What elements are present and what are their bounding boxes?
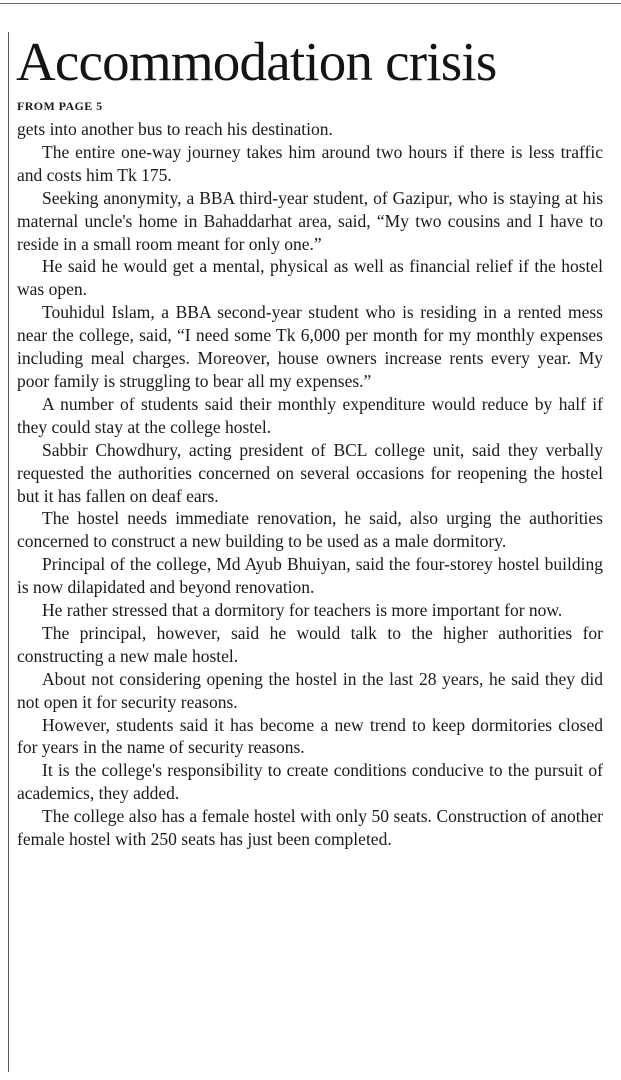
jump-label: FROM PAGE 5: [17, 99, 103, 113]
headline: Accommodation crisis: [16, 31, 497, 92]
paragraph: However, students said it has become a new trend to keep dormitories closed for years in the name of security reasons.: [17, 714, 603, 758]
paragraph: Principal of the college, Md Ayub Bhuiyan, said the four-storey hostel building is now dilapidated and beyond renovation.: [17, 554, 603, 598]
top-rule: [0, 3, 621, 4]
paragraph: Sabbir Chowdhury, acting president of BCL college unit, said they verbally requested the authorities concerned on several occasions for reopening the hostel but it has fallen on deaf ears.: [17, 439, 603, 506]
paragraph: The principal, however, said he would talk to the higher authorities for constructing a new male hostel.: [17, 622, 603, 666]
paragraph: The entire one-way journey takes him around two hours if there is less traffic and costs him Tk 175.: [17, 141, 603, 185]
paragraph: gets into another bus to reach his destination.: [17, 119, 333, 139]
paragraph: It is the college's responsibility to create conditions conducive to the pursuit of academics, they added.: [17, 760, 603, 804]
paragraph: He said he would get a mental, physical as well as financial relief if the hostel was open.: [17, 256, 603, 300]
paragraph: Seeking anonymity, a BBA third-year student, of Gazipur, who is staying at his maternal uncle's home in Bahaddarhat area, said, “My two cousins and I have to reside in a small room meant for only one.”: [17, 187, 603, 254]
column-rule: [8, 32, 9, 1072]
paragraph: Touhidul Islam, a BBA second-year student who is residing in a rented mess near the college, said, “I need some Tk 6,000 per month for my monthly expenses including meal charges. Moreover, house owners increase rents every year. My poor family is struggling to bear all my expenses.”: [17, 302, 603, 391]
article-body: [17, 118, 603, 851]
paragraph: About not considering opening the hostel in the last 28 years, he said they did not open it for security reasons.: [17, 668, 603, 712]
paragraph: The college also has a female hostel with only 50 seats. Construction of another female hostel with 250 seats has just been completed.: [17, 806, 603, 850]
paragraph: He rather stressed that a dormitory for teachers is more important for now.: [42, 600, 563, 621]
paragraph: The hostel needs immediate renovation, he said, also urging the authorities concerned to construct a new building to be used as a male dormitory.: [17, 508, 603, 552]
paragraph: A number of students said their monthly expenditure would reduce by half if they could stay at the college hostel.: [17, 393, 603, 437]
